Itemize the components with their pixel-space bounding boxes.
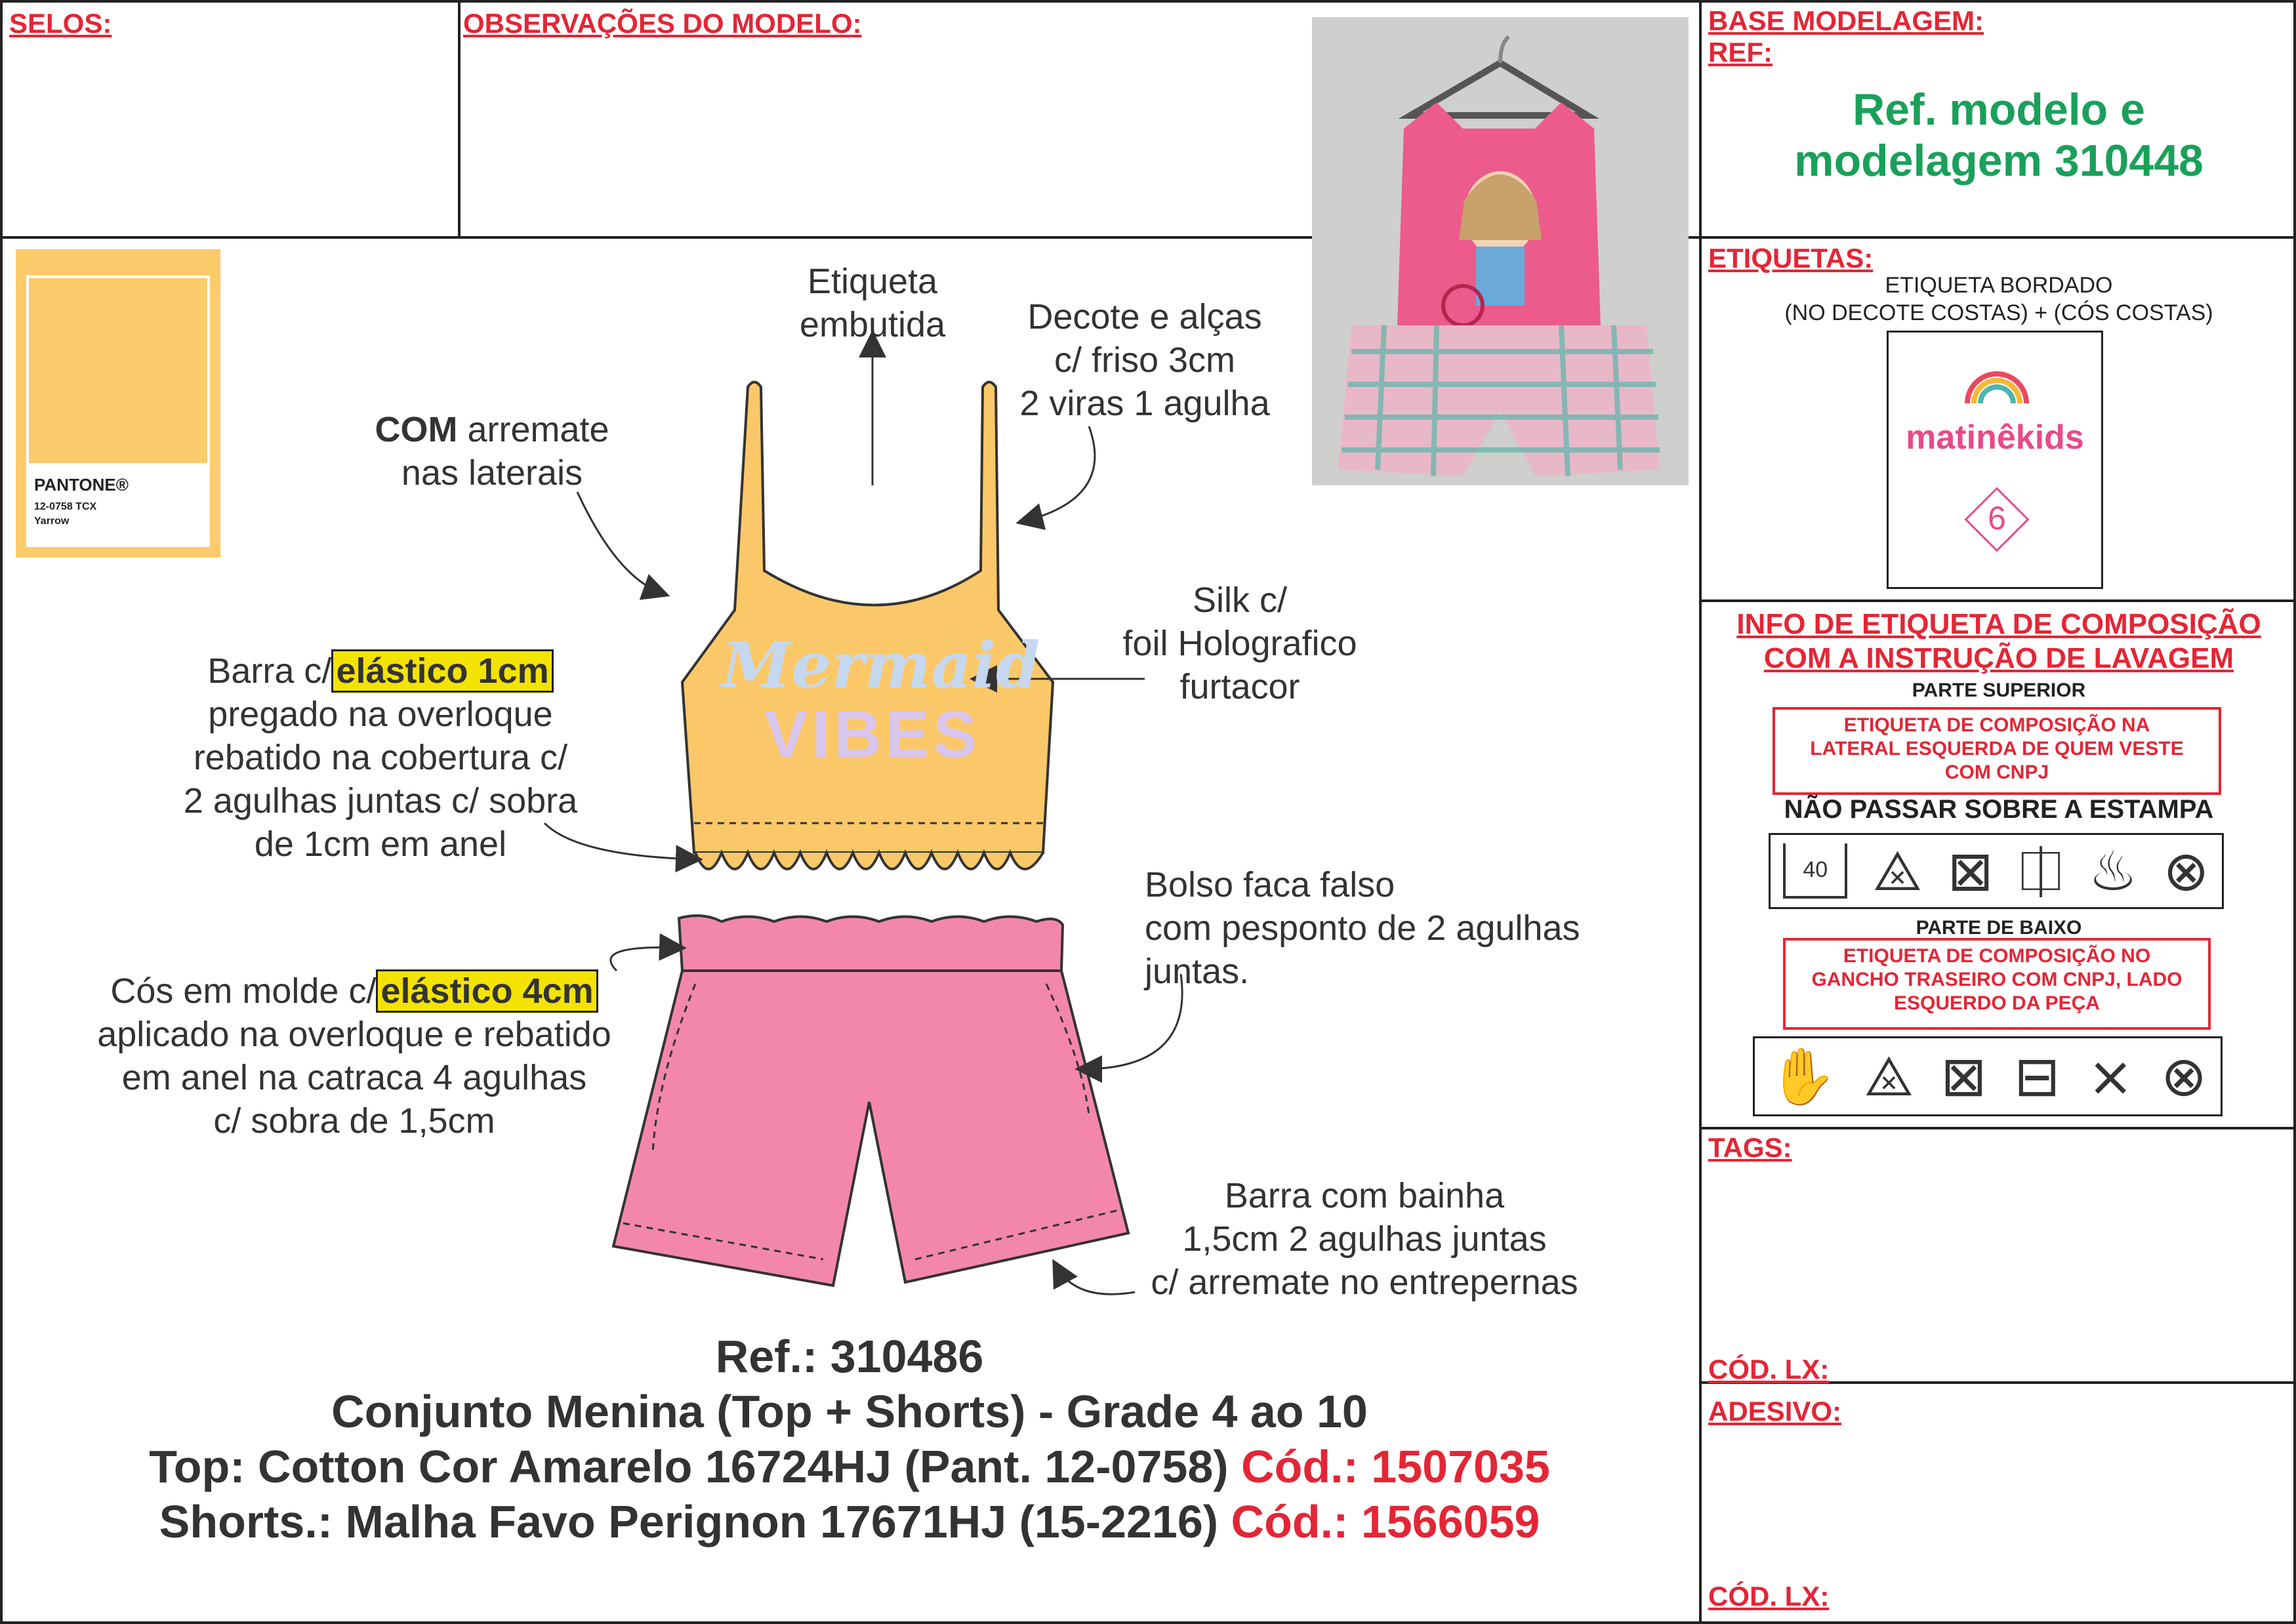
shorts-garment [613, 916, 1128, 1286]
note-bainha: Barra com bainha 1,5cm 2 agulhas juntas c/ arremate no entrepernas [1151, 1176, 1578, 1302]
wash-40-icon: 40 [1783, 843, 1847, 899]
rainbow-icon [1961, 365, 2033, 405]
adesivo-label: ADESIVO: [1708, 1396, 1842, 1427]
highlight-elastico-1cm: elástico 1cm [331, 649, 553, 693]
pantone-title: PANTONE® [34, 475, 129, 495]
selos-label: SELOS: [9, 8, 112, 39]
note-arremate: COM arremate nas laterais [375, 410, 609, 493]
product-description [0, 1329, 1699, 1549]
etiquetas-label: ETIQUETAS: [1708, 243, 1874, 274]
observacoes-label: OBSERVAÇÕES DO MODELO: [463, 8, 862, 39]
right-divider-1 [1699, 236, 2296, 239]
embroidered-label [1887, 331, 2103, 589]
no-tumble-dry-icon: ⊠ [1940, 1045, 1987, 1107]
flat-dry-icon: ⊟ [2014, 1045, 2060, 1107]
top-garment [682, 382, 1053, 870]
pantone-code: 12-0758 TCX [34, 501, 97, 512]
etiquetas-description: ETIQUETA BORDADO (NO DECOTE COSTAS) + (CÓS COSTAS) [1784, 273, 2213, 325]
line-dry-icon: ⎅ [2019, 840, 2063, 902]
brand-name: matinêkids [1906, 418, 2084, 457]
base-modelagem-label: BASE MODELAGEM: REF: [1708, 5, 1984, 68]
title-line: Conjunto Menina (Top + Shorts) - Grade 4 ao 10 [331, 1386, 1368, 1437]
parte-superior-label: PARTE SUPERIOR [1912, 680, 2086, 701]
no-dry-clean-icon: ⊗ [2160, 1045, 2207, 1107]
no-iron-icon: ⨯ [2087, 1045, 2134, 1107]
no-bleach-icon: ⨻ [1872, 840, 1922, 902]
size-number: 6 [1988, 500, 2006, 537]
no-dry-clean-icon: ⊗ [2163, 840, 2209, 902]
base-ref-value: Ref. modelo e modelagem 310448 [1794, 85, 2204, 186]
ref-line: Ref.: 310486 [715, 1331, 984, 1382]
care-symbols-baixo [1753, 1036, 2223, 1116]
shorts-fabric-line: Shorts.: Malha Favo Perignon 17671HJ (15-2216) Cód.: 1566059 [159, 1496, 1540, 1547]
top-print [722, 628, 1040, 771]
hand-wash-icon: ✋ [1768, 1045, 1837, 1107]
print-line-2: VIBES [764, 698, 981, 771]
parte-baixo-label: PARTE DE BAIXO [1916, 917, 2082, 939]
no-bleach-icon: ⨻ [1864, 1045, 1914, 1107]
composicao-title: INFO DE ETIQUETA DE COMPOSIÇÃO COM A INSTRUÇÃO DE LAVAGEM [1736, 608, 2261, 674]
composicao-baixo-box: ETIQUETA DE COMPOSIÇÃO NO GANCHO TRASEIRO COM CNPJ, LADO ESQUERDO DA PEÇA [1783, 938, 2211, 1030]
iron-icon: ♨ [2088, 840, 2138, 902]
tags-label: TAGS: [1708, 1132, 1792, 1163]
pantone-name: Yarrow [34, 516, 70, 527]
note-silk: Silk c/ foil Holografico furtacor [1122, 580, 1357, 706]
note-bolso: Bolso faca falso com pesponto de 2 agulhas juntas. [1145, 865, 1580, 991]
composicao-superior-box: ETIQUETA DE COMPOSIÇÃO NA LATERAL ESQUERDA DE QUEM VESTE COM CNPJ [1773, 707, 2221, 795]
note-barra: Barra c/ elástico 1cm pregado na overloque rebatido na cobertura c/ 2 agulhas juntas c/ sobra de 1cm em anel [157, 649, 604, 866]
print-line-1: Mermaid [722, 628, 1040, 702]
note-etiqueta: Etiqueta embutida [799, 262, 946, 344]
note-cos: Cós em molde c/ elástico 4cm aplicado na overloque e rebatido em anel na catraca 4 agulhas c/ sobra de 1,5cm [66, 969, 643, 1143]
right-divider-2 [1699, 599, 2296, 602]
adesivo-cod-label: CÓD. LX: [1708, 1581, 1830, 1612]
note-decote: Decote e alças c/ friso 3cm 2 viras 1 agulha [1019, 297, 1270, 423]
care-symbols-superior [1769, 833, 2224, 909]
nao-passar-label: NÃO PASSAR SOBRE A ESTAMPA [1784, 795, 2214, 824]
right-divider-3 [1699, 1127, 2296, 1129]
tags-cod-label: CÓD. LX: [1708, 1354, 1830, 1385]
top-fabric-line: Top: Cotton Cor Amarelo 16724HJ (Pant. 12-0758) Cód.: 1507035 [149, 1441, 1550, 1492]
no-tumble-dry-icon: ⊠ [1947, 840, 1994, 902]
highlight-elastico-4cm: elástico 4cm [376, 969, 598, 1013]
